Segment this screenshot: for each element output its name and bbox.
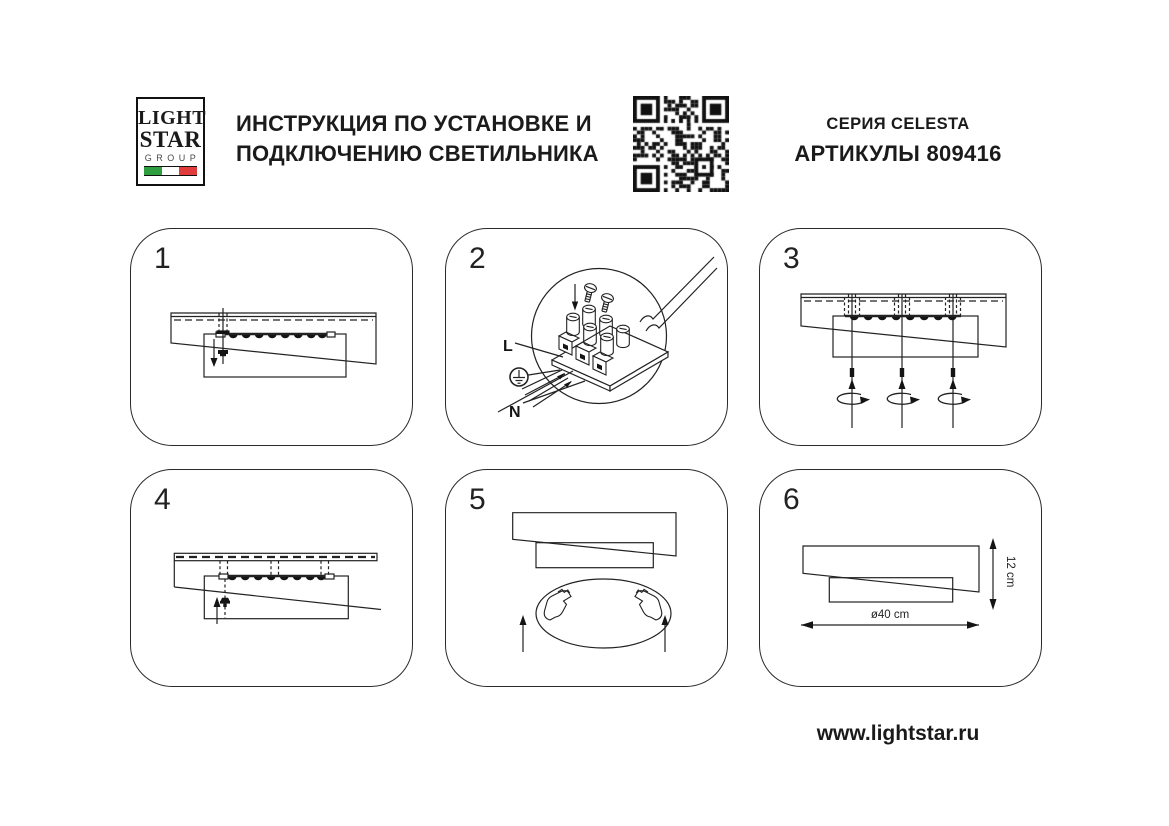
step-5-diagram-attach-diffuser xyxy=(446,470,729,688)
step-panel-6 xyxy=(759,469,1042,687)
flag-white xyxy=(162,167,180,175)
step-panel-5 xyxy=(445,469,728,687)
logo-word-star: STAR xyxy=(139,127,202,152)
step-number: 1 xyxy=(154,242,171,275)
lightstar-logo xyxy=(136,97,205,186)
title-line-1: ИНСТРУКЦИЯ ПО УСТАНОВКЕ И xyxy=(236,111,592,136)
dimension-diameter: ø40 cm xyxy=(870,609,910,621)
series-label: СЕРИЯ CELESTA xyxy=(826,115,970,133)
article-number: АРТИКУЛЫ 809416 xyxy=(794,141,1002,166)
step-panel-3 xyxy=(759,228,1042,446)
step-panel-4 xyxy=(130,469,413,687)
dimension-height: 12 cm xyxy=(1004,556,1016,588)
step-number: 4 xyxy=(154,483,171,516)
wire-label-neutral: N xyxy=(509,404,521,421)
step-3-diagram-screw-in xyxy=(760,229,1043,447)
step-panel-1 xyxy=(130,228,413,446)
step-4-diagram-hook-body xyxy=(131,470,414,688)
logo-word-group: GROUP xyxy=(144,153,201,163)
step-1-diagram-attach-bracket xyxy=(131,229,414,447)
wire-label-live: L xyxy=(503,338,513,355)
product-info xyxy=(768,115,1028,167)
qr-code xyxy=(633,96,729,192)
step-panel-2 xyxy=(445,228,728,446)
step-number: 3 xyxy=(783,242,800,275)
website-url: www.lightstar.ru xyxy=(816,722,980,745)
step-2-diagram-wiring xyxy=(446,229,729,447)
step-6-diagram-dimensions xyxy=(760,470,1043,688)
page-title xyxy=(236,109,636,169)
title-line-2: ПОДКЛЮЧЕНИЮ СВЕТИЛЬНИКА xyxy=(236,141,599,166)
flag-green xyxy=(144,167,162,175)
italian-flag-stripe xyxy=(144,166,197,176)
step-number: 2 xyxy=(469,242,486,275)
flag-red xyxy=(179,167,197,175)
step-number: 6 xyxy=(783,483,800,516)
logo-word-light: LIGHT xyxy=(138,107,207,129)
step-number: 5 xyxy=(469,483,486,516)
